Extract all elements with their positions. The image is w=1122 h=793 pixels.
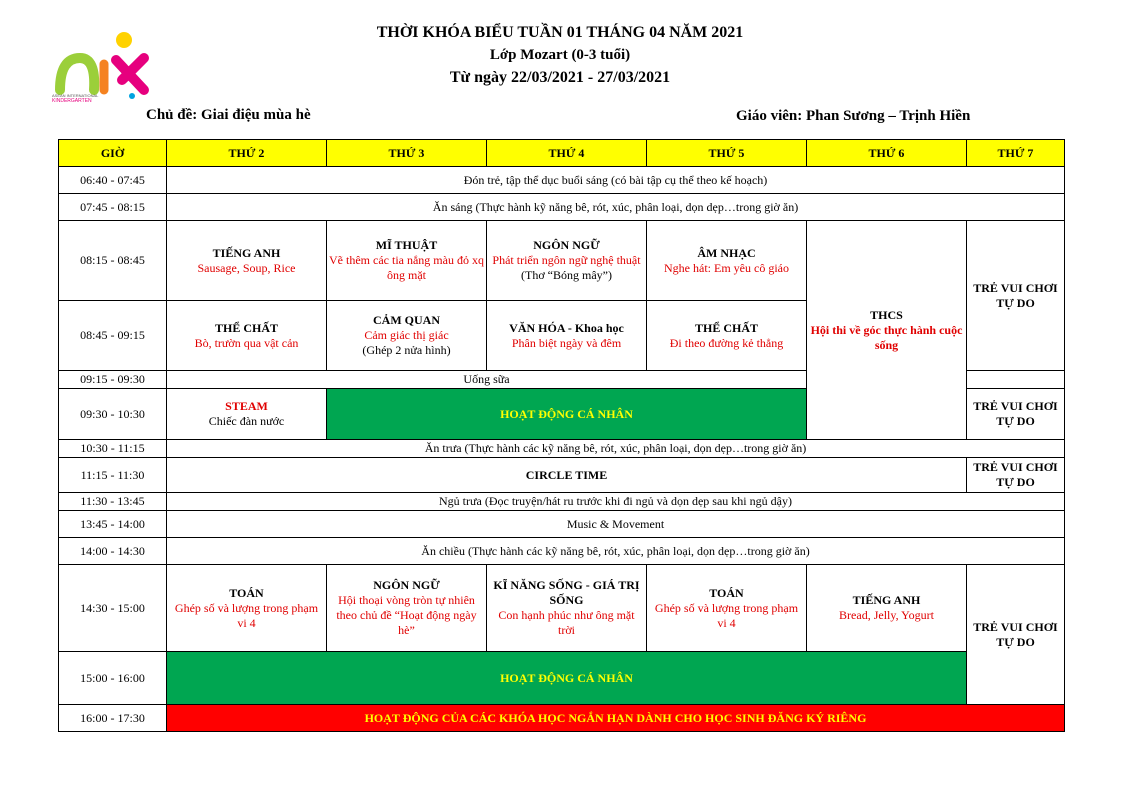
lesson-cell: [487, 565, 647, 652]
lesson-subject: MĨ THUẬT: [375, 238, 438, 252]
time-cell: 10:30 - 11:15: [59, 440, 167, 458]
activity-cell: Ăn chiều (Thực hành các kỹ năng bê, rót, xúc, phân loại, dọn dẹp…trong giờ ăn): [167, 538, 1065, 565]
logo-caption-2: KINDERGARTEN: [52, 98, 92, 104]
lesson-cell: [487, 221, 647, 301]
time-cell: 14:00 - 14:30: [59, 538, 167, 565]
table-row: [59, 705, 1065, 732]
lesson-cell: [487, 301, 647, 371]
col-fri: THỨ 6: [807, 140, 967, 167]
class-age: (0-3 tuổi): [571, 47, 631, 63]
activity-cell: Uống sữa: [167, 371, 807, 389]
time-cell: 15:00 - 16:00: [59, 652, 167, 705]
class-label: Lớp Mozart: [489, 47, 568, 63]
time-cell: 13:45 - 14:00: [59, 511, 167, 538]
time-cell: 11:30 - 13:45: [59, 493, 167, 511]
time-cell: 11:15 - 11:30: [59, 458, 167, 493]
lesson-detail: Con hạnh phúc như ông mặt trời: [498, 608, 635, 637]
lesson-subject: NGÔN NGỮ: [373, 578, 440, 592]
lesson-subject: KĨ NĂNG SỐNG - GIÁ TRỊ SỐNG: [493, 578, 640, 607]
time-cell: 09:15 - 09:30: [59, 371, 167, 389]
lesson-cell: [167, 221, 327, 301]
lesson-detail: Nghe hát: Em yêu cô giáo: [664, 260, 789, 275]
short-course-cell: HOẠT ĐỘNG CỦA CÁC KHÓA HỌC NGẮN HẠN DÀNH CHO HỌC SINH ĐĂNG KÝ RIÊNG: [167, 705, 1065, 732]
lesson-detail: Bò, trườn qua vật cản: [194, 335, 299, 350]
lesson-subject: NGÔN NGỮ: [533, 238, 600, 252]
lesson-subject: THỂ CHẤT: [694, 320, 758, 335]
lesson-note: (Ghép 2 nửa hình): [362, 343, 451, 357]
table-row: [59, 538, 1065, 565]
time-cell: 16:00 - 17:30: [59, 705, 167, 732]
lesson-cell: [327, 301, 487, 371]
activity-cell: Đón trẻ, tập thể dục buổi sáng (có bài tập cụ thể theo kế hoạch): [167, 167, 1065, 194]
activity-cell: Ăn sáng (Thực hành kỹ năng bê, rót, xúc, phân loại, dọn dẹp…trong giờ ăn): [167, 194, 1065, 221]
col-thu: THỨ 5: [647, 140, 807, 167]
col-tue: THỨ 3: [327, 140, 487, 167]
lesson-detail: Chiếc đàn nước: [208, 414, 285, 428]
lesson-subject: STEAM: [225, 399, 268, 413]
page-title: THỜI KHÓA BIỂU TUẦN 01 THÁNG 04 NĂM 2021: [376, 24, 744, 41]
lesson-subject: THỂ CHẤT: [214, 320, 278, 335]
table-row: [59, 440, 1065, 458]
table-row: [59, 493, 1065, 511]
lesson-subject: THCS: [870, 307, 903, 322]
lesson-subject: VĂN HÓA - Khoa học: [509, 320, 624, 335]
col-wed: THỨ 4: [487, 140, 647, 167]
free-play-cell: TRẺ VUI CHƠI TỰ DO: [967, 389, 1065, 440]
table-row: [59, 652, 1065, 705]
lesson-cell: [647, 221, 807, 301]
time-cell: 09:30 - 10:30: [59, 389, 167, 440]
col-sat: THỨ 7: [967, 140, 1065, 167]
activity-cell: Ăn trưa (Thực hành các kỹ năng bê, rót, xúc, phân loại, dọn dẹp…trong giờ ăn): [167, 440, 1065, 458]
lesson-subject: TOÁN: [229, 585, 264, 600]
lesson-cell: [647, 301, 807, 371]
individual-activity-cell: HOẠT ĐỘNG CÁ NHÂN: [167, 652, 967, 705]
lesson-detail: Đi theo đường kẻ thẳng: [669, 335, 784, 350]
empty-cell: [967, 371, 1065, 389]
lesson-cell: [167, 301, 327, 371]
time-cell: 08:45 - 09:15: [59, 301, 167, 371]
header-row: [59, 140, 1065, 167]
time-cell: 14:30 - 15:00: [59, 565, 167, 652]
lesson-subject: TIẾNG ANH: [212, 245, 281, 260]
lesson-detail: Hội thi về góc thực hành cuộc sống: [810, 322, 963, 352]
school-logo: [52, 28, 152, 108]
table-row: [59, 511, 1065, 538]
timetable: [58, 139, 1065, 732]
lesson-cell: [807, 565, 967, 652]
lesson-cell-fri: [807, 221, 967, 440]
lesson-note: (Thơ “Bóng mây”): [521, 268, 612, 282]
time-cell: 07:45 - 08:15: [59, 194, 167, 221]
free-play-cell: TRẺ VUI CHƠI TỰ DO: [967, 565, 1065, 705]
lesson-detail: Cảm giác thị giác: [364, 328, 449, 342]
lesson-cell: [167, 389, 327, 440]
circle-time-cell: CIRCLE TIME: [167, 458, 967, 493]
lesson-detail: Vẽ thêm các tia nắng màu đỏ xq ông mặt: [329, 253, 484, 282]
time-cell: 06:40 - 07:45: [59, 167, 167, 194]
activity-cell: Music & Movement: [167, 511, 1065, 538]
lesson-detail: Ghép số và lượng trong phạm vi 4: [174, 600, 319, 630]
lesson-detail: Phát triển ngôn ngữ nghệ thuật: [492, 253, 641, 267]
lesson-subject: TIẾNG ANH: [852, 593, 921, 607]
lesson-subject: ÂM NHẠC: [697, 245, 756, 260]
teacher-label: Giáo viên: Phan Sương – Trịnh Hiền: [736, 108, 971, 124]
theme-label: Chủ đề: Giai điệu mùa hè: [146, 107, 311, 123]
lesson-cell: [327, 221, 487, 301]
logo-caption-1: ASEAN INTERNATIONAL: [52, 93, 99, 98]
lesson-detail: Ghép số và lượng trong phạm vi 4: [654, 600, 799, 630]
activity-cell: Ngủ trưa (Đọc truyện/hát ru trước khi đi ngủ và dọn dẹp sau khi ngủ dậy): [167, 493, 1065, 511]
table-row: [59, 194, 1065, 221]
table-row: [59, 565, 1065, 652]
table-row: [59, 221, 1065, 301]
col-time: GIỜ: [59, 140, 167, 167]
lesson-detail: Sausage, Soup, Rice: [197, 260, 296, 275]
lesson-cell: [167, 565, 327, 652]
free-play-cell: TRẺ VUI CHƠI TỰ DO: [967, 458, 1065, 493]
class-name: [300, 47, 820, 64]
date-range: Từ ngày 22/03/2021 - 27/03/2021: [449, 69, 671, 86]
lesson-cell: [647, 565, 807, 652]
lesson-subject: CẢM QUAN: [373, 313, 440, 327]
free-play-cell: TRẺ VUI CHƠI TỰ DO: [967, 221, 1065, 371]
lesson-detail: Hội thoại vòng tròn tự nhiên theo chủ đề “Hoạt động ngày hè”: [336, 593, 477, 637]
lesson-detail: Phân biệt ngày và đêm: [511, 335, 622, 350]
lesson-subject: TOÁN: [709, 585, 744, 600]
table-row: [59, 167, 1065, 194]
col-mon: THỨ 2: [167, 140, 327, 167]
time-cell: 08:15 - 08:45: [59, 221, 167, 301]
lesson-cell: [327, 565, 487, 652]
lesson-detail: Bread, Jelly, Yogurt: [839, 608, 934, 622]
individual-activity-cell: HOẠT ĐỘNG CÁ NHÂN: [327, 389, 807, 440]
table-row: [59, 458, 1065, 493]
